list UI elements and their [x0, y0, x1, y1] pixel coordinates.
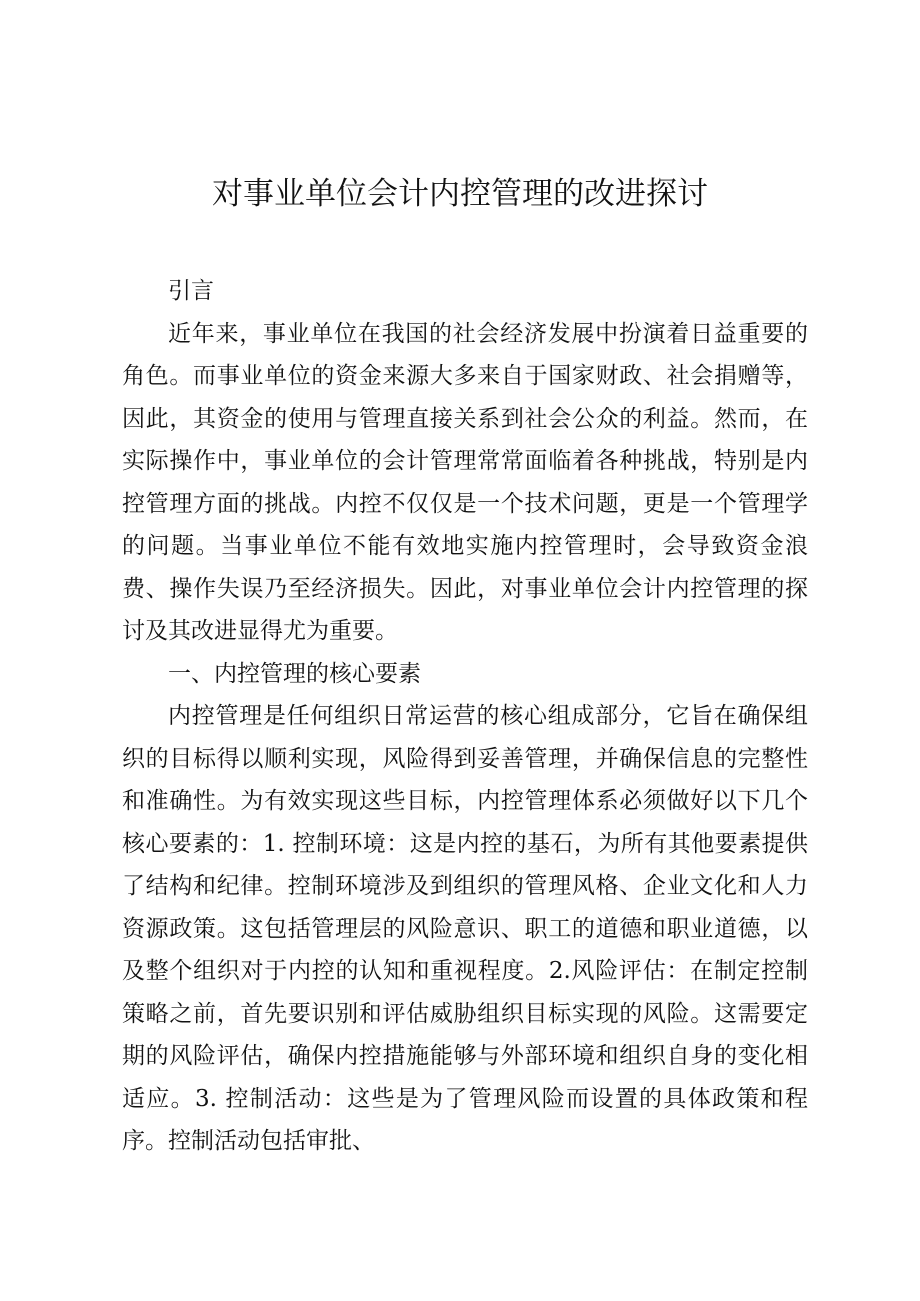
document-body	[122, 270, 808, 1163]
intro-label: 引言	[168, 278, 214, 304]
section-paragraph: 内控管理是任何组织日常运营的核心组成部分，它旨在确保组织的目标得以顺利实现，风险得到妥善管理，并确保信息的完整性和准确性。为有效实现这些目标，内控管理体系必须做好以下几个核心要素的：1. 控制环境：这是内控的基石，为所有其他要素提供了结构和纪律。控制环境涉及到组织的管理风格、企业文化和人力资源政策。这包括管理层的风险意识、职工的道德和职业道德，以及整个组织对于内控的认知和重视程度。2.风险评估：在制定控制策略之前，首先要识别和评估威胁组织目标实现的风险。这需要定期的风险评估，确保内控措施能够与外部环境和组织自身的变化相适应。3. 控制活动：这些是为了管理风险而设置的具体政策和程序。控制活动包括审批、	[122, 703, 808, 1154]
document-title: 对事业单位会计内控管理的改进探讨	[212, 176, 708, 212]
section-heading: 一、内控管理的核心要素	[168, 660, 421, 687]
intro-paragraph: 近年来，事业单位在我国的社会经济发展中扮演着日益重要的角色。而事业单位的资金来源大多来自于国家财政、社会捐赠等，因此，其资金的使用与管理直接关系到社会公众的利益。然而，在实际操作中，事业单位的会计管理常常面临着各种挑战，特别是内控管理方面的挑战。内控不仅仅是一个技术问题，更是一个管理学的问题。当事业单位不能有效地实施内控管理时，会导致资金浪费、操作失误乃至经济损失。因此，对事业单位会计内控管理的探讨及其改进显得尤为重要。	[122, 320, 808, 644]
